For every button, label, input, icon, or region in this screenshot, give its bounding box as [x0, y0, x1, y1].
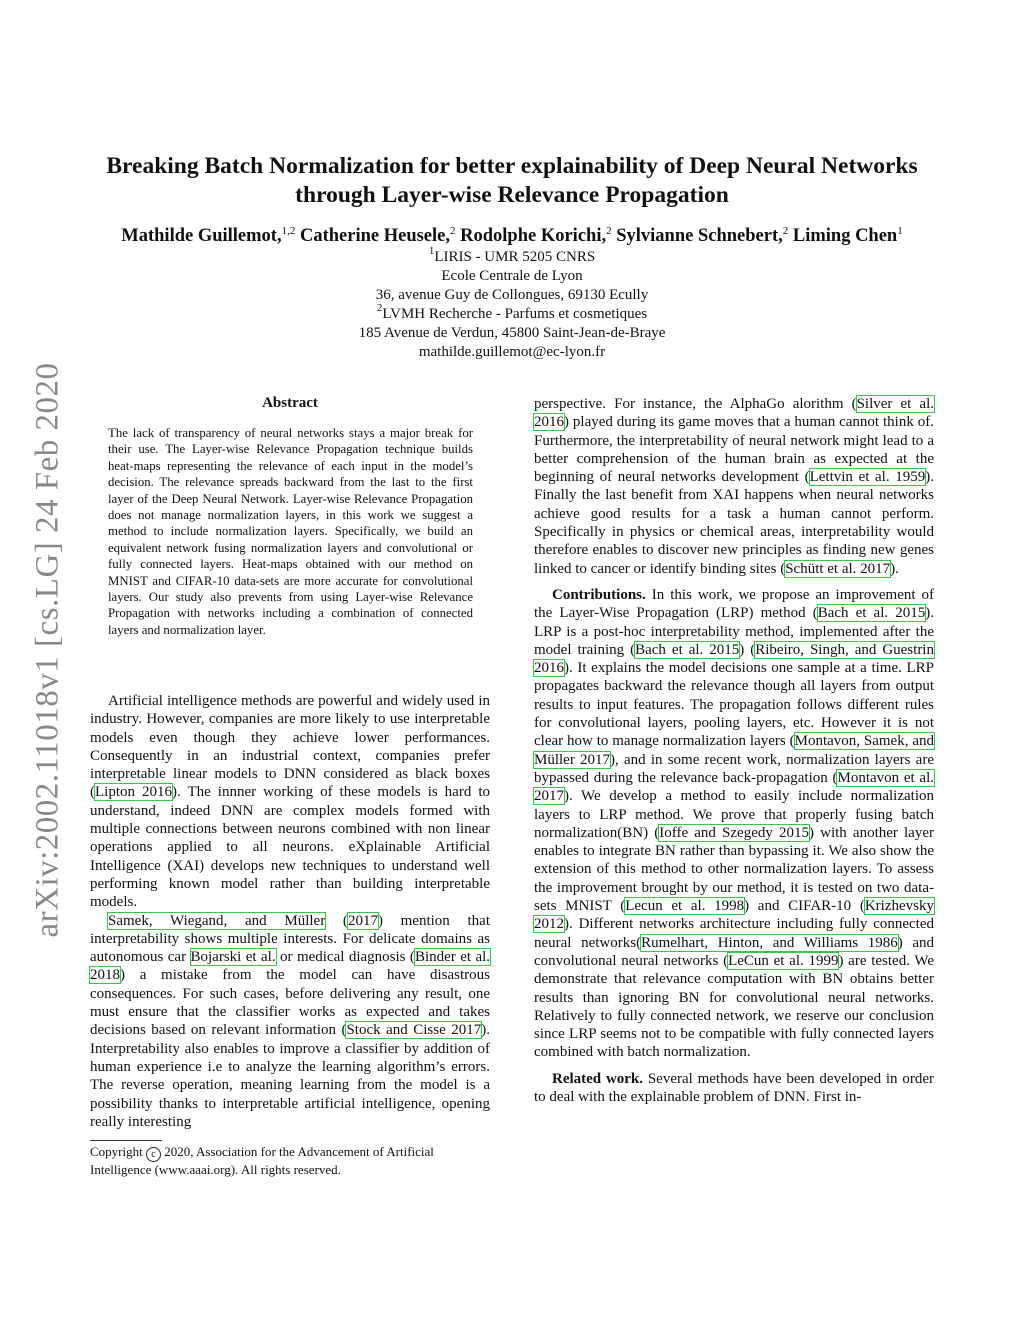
- contributions-text: In this work, we propose an improvement of the Layer-Wise Propagation (LRP) method (Bach et al. 2015). LRP is a post-hoc interpretability method, implemented after the model training (Bach et al. 2015) (Ribeiro, Singh, and Guestrin 2016). It explains the model decisions one sample at a time. LRP propagates backward the relevance though all layers from output results to input features. The propagation follows different rules for convolutional layers, pooling layers, etc. However it is not clear how to manage normalization layers (Montavon, Samek, and Müller 2017), and in some recent work, normalization layers are bypassed during the relevance back-propagation (Montavon et al. 2017). We develop a method to easily include normalization layers to LRP method. We prove that properly fusing batch normalization(BN) (Ioffe and Szegedy 2015) with another layer enables to integrate BN rather than bypassing it. We also show the extension of this method to other normalization layers. To assess the improvement brought by our method, it is tested on two data-sets MNIST (Lecun et al. 1998) and CIFAR-10 (Krizhevsky 2012). Different networks architecture including fully connected neural networks(Rumelhart, Hinton, and Williams 1986) and convolutional neural networks (LeCun et al. 1999) are tested. We demonstrate that relevance computation with BN obtains better results than ignoring BN for convolutional neural networks. Relatively to fully connected network, we reserve our conclusion since LRP seems not to be compatible with fully connected layers combined with batch normalization.: [534, 586, 935, 1061]
- affiliation-mark: 1: [428, 245, 435, 257]
- title-line-2: through Layer-wise Relevance Propagation: [295, 182, 729, 208]
- affiliation-text: 36, avenue Guy de Collongues, 69130 Ecully: [375, 287, 649, 303]
- contributions-heading: Contributions.: [552, 586, 646, 603]
- paper-title: [0, 152, 1024, 210]
- citation-link[interactable]: Schütt et al. 2017: [785, 560, 891, 577]
- left-column: [90, 692, 490, 1131]
- citation-link[interactable]: Bach et al. 2015: [635, 641, 740, 658]
- affiliation-line: [0, 302, 1024, 324]
- citation-link[interactable]: Binder et al. 2018: [90, 949, 491, 984]
- affiliation-line: [0, 343, 1024, 362]
- citation-link[interactable]: Lipton 2016: [95, 784, 172, 801]
- affiliation-line: [0, 245, 1024, 267]
- affiliation-text: LIRIS - UMR 5205 CNRS: [434, 249, 596, 265]
- affiliation-text: Ecole Centrale de Lyon: [441, 268, 583, 284]
- affiliation-text: LVMH Recherche - Parfums et cosmetiques: [382, 306, 648, 322]
- affiliations: [0, 245, 1024, 362]
- copyright-text: 2020, Association for the Advancement of Artificial Intelligence (www.aaai.org). All rights reserved.: [90, 1144, 434, 1177]
- citation-link[interactable]: Silver et al. 2016: [534, 396, 934, 431]
- affiliation-mark: 2: [376, 302, 383, 314]
- author-name: Rodolphe Korichi,: [460, 226, 607, 246]
- affiliation-line: [0, 286, 1024, 305]
- author-name: Liming Chen: [792, 226, 898, 246]
- copyright-footnote: [90, 1144, 490, 1179]
- author-affiliation-mark: 1: [897, 225, 903, 237]
- citation-link[interactable]: LeCun et al. 1999: [728, 952, 839, 969]
- citation-link[interactable]: Stock and Cisse 2017: [346, 1022, 482, 1039]
- affiliation-line: [0, 324, 1024, 343]
- citation-link[interactable]: Bojarski et al.: [190, 949, 276, 966]
- contributions-paragraph: [534, 586, 934, 1062]
- title-line-1: Breaking Batch Normalization for better explainability of Deep Neural Networks: [106, 153, 918, 179]
- citation-link[interactable]: Krizhevsky 2012: [534, 898, 934, 933]
- abstract-heading: Abstract: [262, 395, 318, 411]
- footnote-divider: [90, 1140, 162, 1141]
- intro-paragraph-2: Samek, Wiegand, and Müller (2017) mention that interpretability shows multiple interests. For delicate domains as autonomous car Bojarski et al. or medical diagnosis (Binder et al. 2018) a mistake from the model can have disastrous consequences. For such cases, before delivering any result, one must ensure that the classifier works as expected and takes decisions based on relevant information (Stock and Cisse 2017). Interpretability also enables to improve a classifier by addition of human experience i.e to analyze the learning algorithm’s errors. The reverse operation, meaning learning from the model is a possibility thanks to interpretable artificial intelligence, opening really interesting: [90, 912, 491, 1130]
- author-affiliation-mark: 2: [450, 225, 456, 237]
- citation-link[interactable]: Samek, Wiegand, and Müller: [108, 912, 326, 929]
- author-name: Mathilde Guillemot,: [121, 226, 282, 246]
- copyright-prefix: Copyright: [90, 1144, 146, 1159]
- citation-link[interactable]: Montavon, Samek, and Müller 2017: [534, 733, 934, 768]
- citation-link[interactable]: Ribeiro, Singh, and Guestrin 2016: [534, 641, 934, 677]
- author-affiliation-mark: 2: [782, 225, 789, 237]
- affiliation-line: [0, 267, 1024, 286]
- citation-link[interactable]: Ioffe and Szegedy 2015: [659, 824, 809, 841]
- intro-paragraph-3: perspective. For instance, the AlphaGo alorithm (Silver et al. 2016) played during its game moves that a human cannot think of. Furthermore, the interpretability of neural network might lead to a better comprehension of the human brain as expected at the beginning of neural networks development (Lettvin et al. 1959). Finally the last benefit from XAI happens when neural networks achieve good results for a task a human cannot perform. Specifically in physics or chemical areas, interpretability would therefore enables to discover new principles as finding new genes linked to cancer or identify binding sites (Schütt et al. 2017).: [534, 396, 934, 577]
- related-work-paragraph: [534, 1070, 934, 1107]
- citation-link[interactable]: Lecun et al. 1998: [625, 898, 745, 915]
- intro-paragraph-1: Artificial intelligence methods are powerful and widely used in industry. However, companies are more likely to use interpretable models even though they achieve lower performances. Consequently in an industrial context, companies prefer interpretable linear models to DNN considered as black boxes (Lipton 2016). The innner working of these models is hard to understand, indeed DNN are complex models formed with multiple connections between neurons combined with non linear operations applied to all neurons. eXplainable Artificial Intelligence (XAI) develops new techniques to understand well performing known model rather than building interpretable models.: [90, 693, 490, 911]
- author-list: [0, 226, 1024, 247]
- affiliation-text: 185 Avenue de Verdun, 45800 Saint-Jean-de-Braye: [358, 325, 666, 341]
- citation-link[interactable]: 2017: [347, 912, 378, 929]
- right-column: [534, 395, 934, 1106]
- citation-link[interactable]: Montavon et al. 2017: [534, 769, 934, 805]
- abstract-body: The lack of transparency of neural networks stays a major break for their use. The Layer-wise Relevance Propagation technique builds heat-maps representing the relevance of each input in the model’s decision. The relevance spreads backward from the last to the first layer of the Deep Neural Network. Layer-wise Relevance Propagation does not manage normalization layers, in this work we suggest a method to include normalization layers. Specifically, we build an equivalent network fusing normalization layers and convolutional or fully connected layers. Heat-maps obtained with our method on MNIST and CIFAR-10 data-sets are more accurate for convolutional layers. Our study also prevents from using Layer-wise Relevance Propagation with networks including a combination of connected layers and normalization layer.: [108, 426, 473, 637]
- author-affiliation-mark: 1,2: [281, 225, 296, 237]
- citation-link[interactable]: Bach et al. 2015: [817, 605, 926, 622]
- related-work-heading: Related work.: [552, 1070, 644, 1087]
- author-name: Sylvianne Schnebert,: [616, 226, 783, 246]
- related-work-text: Several methods have been developed in order to deal with the explainable problem of DNN. First in-: [534, 1070, 934, 1105]
- author-affiliation-mark: 2: [606, 225, 612, 237]
- affiliation-text: mathilde.guillemot@ec-lyon.fr: [418, 344, 606, 360]
- arxiv-identifier: arXiv:2002.11018v1 [cs.LG] 24 Feb 2020: [29, 362, 66, 938]
- citation-link[interactable]: Lettvin et al. 1959: [809, 469, 926, 486]
- citation-link[interactable]: Rumelhart, Hinton, and Williams 1986: [641, 934, 898, 951]
- copyright-icon: c: [146, 1147, 161, 1162]
- author-name: Catherine Heusele,: [299, 226, 450, 246]
